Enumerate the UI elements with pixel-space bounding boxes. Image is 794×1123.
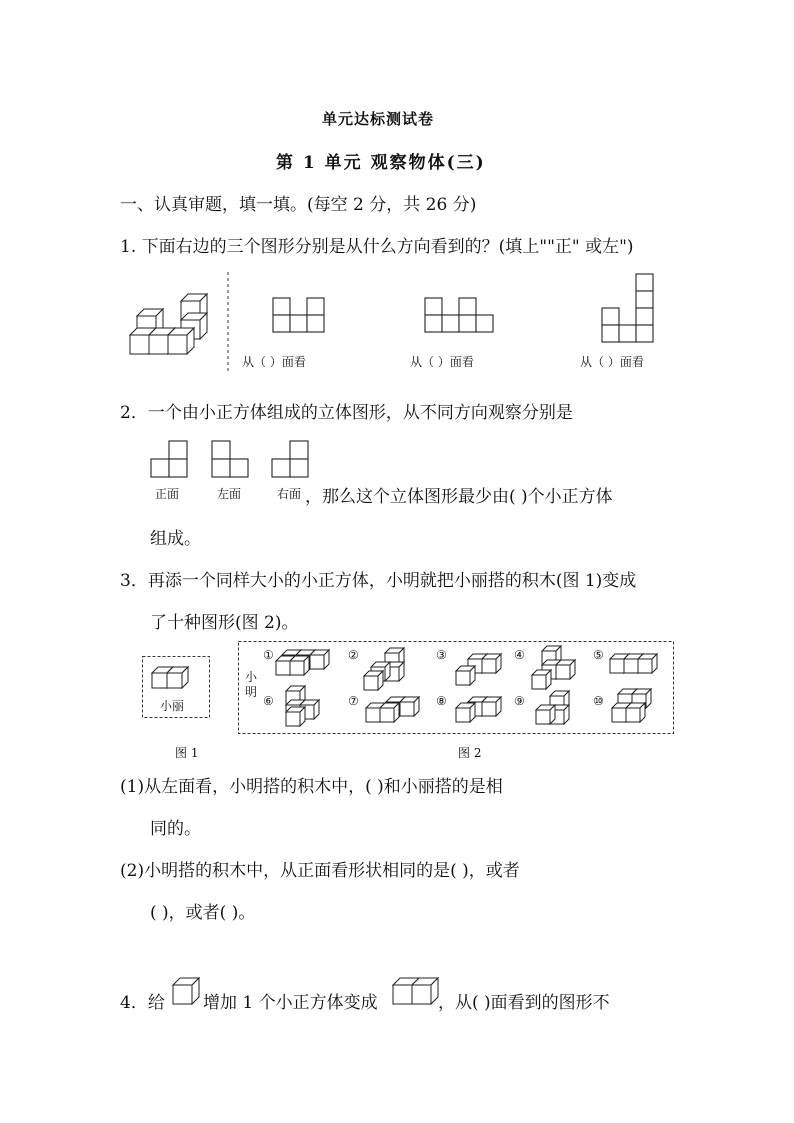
fig2-num-2: ② <box>348 648 359 662</box>
q4-text-b: 增加 1 个小正方体变成 <box>203 993 378 1013</box>
fig2-caption: 图 2 <box>458 746 482 760</box>
fig2-num-6: ⑥ <box>263 694 274 708</box>
q2-label-front: 正面 <box>155 487 180 501</box>
fig2-num-8: ⑧ <box>436 694 447 708</box>
q4-single-cube <box>172 977 202 1007</box>
xiaoming-label: 小明 <box>245 670 258 699</box>
fig2-shape-2 <box>364 648 404 690</box>
fig2-num-7: ⑦ <box>348 694 359 708</box>
fig2-shape-10 <box>612 689 651 722</box>
fig2-num-10: ⑩ <box>593 694 604 708</box>
q2-text-end: 组成。 <box>150 529 201 549</box>
fig2-shape-1 <box>276 650 329 675</box>
fig2-num-3: ③ <box>436 648 447 662</box>
q1-label-b: 从（ ）面看 <box>410 355 474 369</box>
q1-label-a: 从（ ）面看 <box>242 355 306 369</box>
cube <box>167 667 188 688</box>
q2-label-left: 左面 <box>217 487 242 501</box>
fig2-num-9: ⑨ <box>514 694 525 708</box>
q3-sub2-end: ( )，或者( )。 <box>150 903 256 923</box>
fig1-caption: 图 1 <box>175 746 199 760</box>
fig2-shape-3 <box>456 654 501 685</box>
fig2-num-1: ① <box>263 648 274 662</box>
q1-3d-figure <box>125 296 215 361</box>
q3-text2: 了十种图形(图 2)。 <box>150 613 299 633</box>
fig2-shape-9 <box>536 691 569 724</box>
q3-sub1-end: 同的。 <box>150 819 201 839</box>
fig2-num-4: ④ <box>514 648 525 662</box>
fig2-shape-6 <box>286 686 319 726</box>
document-title: 单元达标测试卷 <box>322 110 435 128</box>
q2-text: 2．一个由小正方体组成的立体图形，从不同方向观察分别是 <box>120 403 573 423</box>
section-heading: 一、认真审题，填一填。(每空 2 分，共 26 分) <box>120 195 477 215</box>
fig2-shape-5 <box>610 654 657 673</box>
unit-title: 第 1 单元 观察物体(三) <box>276 153 486 173</box>
fig2-num-5: ⑤ <box>593 648 604 662</box>
fig2-shape-8 <box>456 697 501 722</box>
q2-label-right: 右面 <box>277 487 302 501</box>
cube <box>168 328 194 354</box>
q1-text: 1. 下面右边的三个图形分别是从什么方向看到的？(填上""正" 或左") <box>120 237 634 257</box>
q1-view-a <box>272 297 326 333</box>
fig2-shape-4 <box>532 646 575 689</box>
q2-text-tail: ，那么这个立体图形最少由( )个小正方体 <box>305 487 613 507</box>
q1-view-b <box>424 297 496 333</box>
xiaoli-label: 小丽 <box>160 699 185 713</box>
q2-view-front <box>151 440 191 480</box>
q4-text-a: 4．给 <box>120 993 165 1013</box>
q3-text: 3．再添一个同样大小的小正方体，小明就把小丽搭的积木(图 1)变成 <box>120 571 637 591</box>
q3-sub1: (1)从左面看，小明搭的积木中，( )和小丽搭的是相 <box>120 777 503 797</box>
fig2-shape-7 <box>366 697 419 722</box>
q1-view-c <box>601 273 657 345</box>
fig2-shapes <box>238 641 674 735</box>
divider-line <box>226 272 230 372</box>
q4-two-cubes <box>392 977 442 1007</box>
q3-sub2: (2)小明搭的积木中，从正面看形状相同的是( )，或者 <box>120 861 520 881</box>
q2-view-left <box>212 440 252 480</box>
q1-label-c: 从（ ）面看 <box>580 355 644 369</box>
q2-view-right <box>272 440 312 480</box>
q4-text-c: ，从( )面看到的图形不 <box>438 993 610 1013</box>
